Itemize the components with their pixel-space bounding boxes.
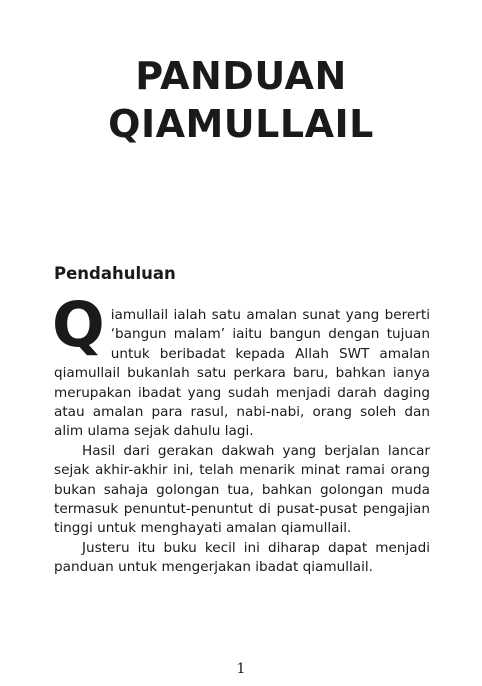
body-text	[52, 288, 430, 578]
section-heading: Pendahuluan	[54, 264, 176, 283]
paragraph-1	[52, 288, 430, 442]
page-number: 1	[236, 661, 246, 677]
page-title	[0, 52, 482, 148]
drop-cap: Q	[52, 288, 105, 361]
paragraph-3: Justeru itu buku kecil ini diharap dapat menjadi panduan untuk mengerjakan ibadat qiamullail.	[54, 539, 430, 576]
paragraph-1-text: iamullail ialah satu amalan sunat yang bererti ‘bangun malam’ iaitu bangun dengan tujuan untuk beribadat kepada Allah SWT amalan qiamullail bukanlah satu perkara baru, bahkan ianya merupakan ibadat yang sudah menjadi darah daging atau amalan para rasul, nabi-nabi, orang soleh dan alim ulama sejak dahulu lagi.	[54, 307, 430, 440]
title-line-2: QIAMULLAIL	[108, 102, 374, 146]
paragraph-2: Hasil dari gerakan dakwah yang berjalan lancar sejak akhir-akhir ini, telah menarik minat ramai orang bukan sahaja golongan tua, bahkan golongan muda termasuk penuntut-penuntut di pusat-pusat pengajian tinggi untuk menghayati amalan qiamullail.	[54, 442, 430, 537]
title-line-1: PANDUAN	[135, 54, 347, 98]
